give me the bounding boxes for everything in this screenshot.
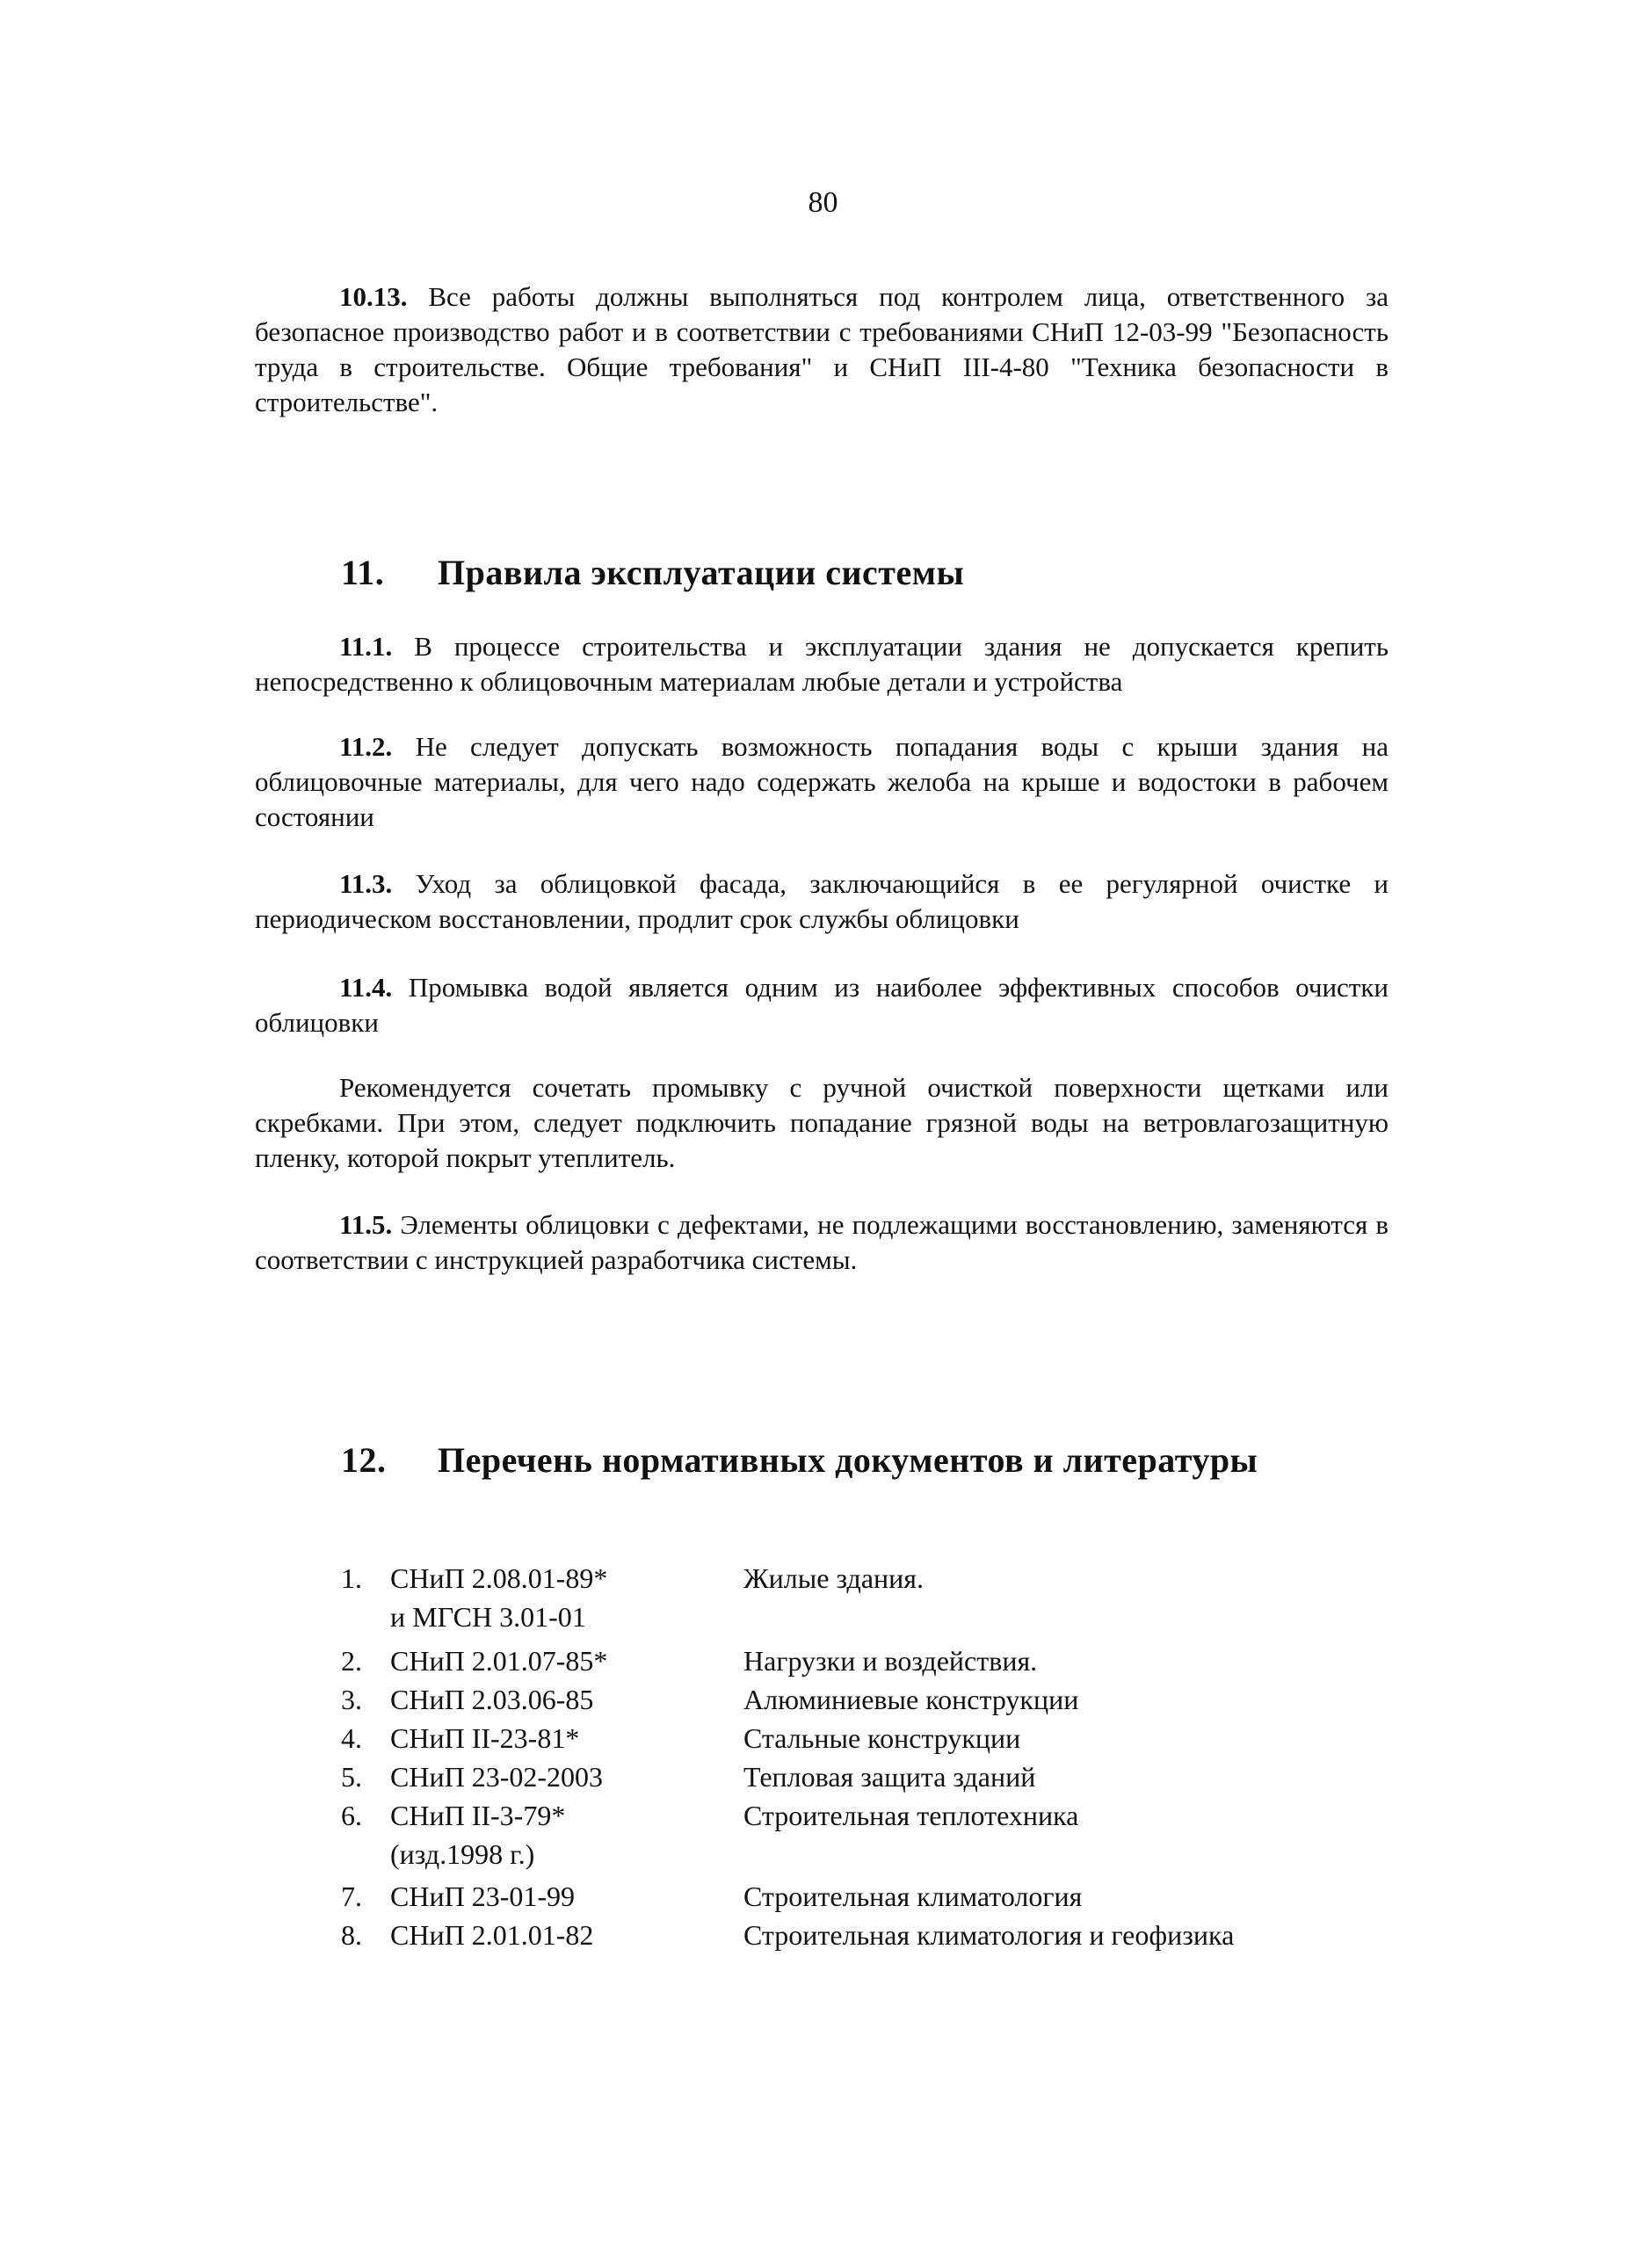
reference-number: 4. bbox=[341, 1722, 362, 1754]
paragraph-number: 11.4. bbox=[339, 972, 393, 1003]
reference-title: Строительная теплотехника bbox=[743, 1800, 1079, 1831]
reference-number: 7. bbox=[341, 1880, 362, 1912]
reference-number: 6. bbox=[341, 1800, 362, 1831]
paragraph-text: Рекомендуется сочетать промывку с ручной очисткой поверхности щетками или скребками. При этом, следует подключить попадание грязной воды на ветровлагозащитную пленку, которой покрыт утеплитель. bbox=[255, 1072, 1389, 1173]
reference-number: 8. bbox=[341, 1919, 362, 1951]
reference-title: Тепловая защита зданий bbox=[743, 1761, 1036, 1793]
reference-number: 3. bbox=[341, 1684, 362, 1715]
reference-title: Жилые здания. bbox=[743, 1562, 924, 1594]
reference-code: СНиП II-23-81* bbox=[390, 1722, 580, 1754]
reference-title: Нагрузки и воздействия. bbox=[743, 1645, 1038, 1677]
paragraph-text: Элементы облицовки с дефектами, не подлежащими восстановлению, заменяются в соответствии с инструкцией разработчика системы. bbox=[255, 1209, 1389, 1275]
reference-code: СНиП 23-01-99 bbox=[390, 1880, 575, 1912]
reference-title: Строительная климатология bbox=[743, 1880, 1083, 1912]
reference-code: СНиП 2.03.06-85 bbox=[390, 1684, 594, 1715]
paragraph-number: 11.5. bbox=[339, 1209, 393, 1240]
paragraph-recommendation bbox=[255, 1070, 1389, 1176]
section-title: Перечень нормативных документов и литературы bbox=[438, 1440, 1258, 1480]
reference-code: СНиП 2.01.07-85* bbox=[390, 1645, 608, 1677]
reference-code: СНиП 2.08.01-89* и МГСН 3.01-01 bbox=[390, 1562, 608, 1633]
paragraph-11-1 bbox=[255, 629, 1389, 699]
section-11-heading bbox=[341, 552, 964, 593]
paragraph-number: 10.13. bbox=[339, 281, 408, 312]
paragraph-11-4 bbox=[255, 970, 1389, 1040]
section-number: 11. bbox=[341, 553, 385, 592]
section-title: Правила эксплуатации системы bbox=[438, 553, 965, 592]
reference-code-extra: и МГСН 3.01-01 bbox=[390, 1601, 586, 1633]
paragraph-11-2 bbox=[255, 729, 1389, 835]
paragraph-11-5 bbox=[255, 1207, 1389, 1278]
paragraph-text: В процессе строительства и эксплуатации здания не допускается крепить непосредственно к облицовочным материалам любые детали и устройства bbox=[255, 631, 1389, 697]
paragraph-text: Уход за облицовкой фасада, заключающийся в ее регулярной очистке и периодическом восстановлении, продлит срок службы облицовки bbox=[255, 868, 1389, 934]
reference-number: 2. bbox=[341, 1645, 362, 1677]
reference-code: СНиП 2.01.01-82 bbox=[390, 1919, 594, 1951]
reference-code-extra: (изд.1998 г.) bbox=[390, 1838, 535, 1870]
paragraph-number: 11.1. bbox=[339, 631, 393, 662]
reference-code: СНиП 23-02-2003 bbox=[390, 1761, 603, 1793]
paragraph-text: Не следует допускать возможность попадания воды с крыши здания на облицовочные материалы, для чего надо содержать желоба на крыше и водостоки в рабочем состоянии bbox=[255, 731, 1389, 832]
paragraph-11-3 bbox=[255, 866, 1389, 937]
page-number: 80 bbox=[808, 186, 838, 219]
paragraph-number: 11.2. bbox=[339, 731, 393, 762]
reference-number: 5. bbox=[341, 1761, 362, 1793]
paragraph-text: Все работы должны выполняться под контролем лица, ответственного за безопасное производство работ и в соответствии с требованиями СНиП 12-03-99 "Безопасность труда в строительстве. Общие требования" и СНиП III-4-80 "Техника безопасности в строительстве". bbox=[255, 281, 1389, 417]
paragraph-10-13 bbox=[255, 279, 1389, 420]
reference-title: Алюминиевые конструкции bbox=[743, 1684, 1079, 1715]
section-number: 12. bbox=[341, 1440, 387, 1480]
reference-title: Стальные конструкции bbox=[743, 1722, 1021, 1754]
section-12-heading bbox=[341, 1439, 1258, 1481]
reference-code: СНиП II-3-79* (изд.1998 г.) bbox=[390, 1800, 566, 1870]
paragraph-text: Промывка водой является одним из наиболее эффективных способов очистки облицовки bbox=[255, 972, 1389, 1038]
paragraph-number: 11.3. bbox=[339, 868, 393, 899]
reference-number: 1. bbox=[341, 1562, 362, 1594]
reference-title: Строительная климатология и геофизика bbox=[743, 1919, 1235, 1951]
